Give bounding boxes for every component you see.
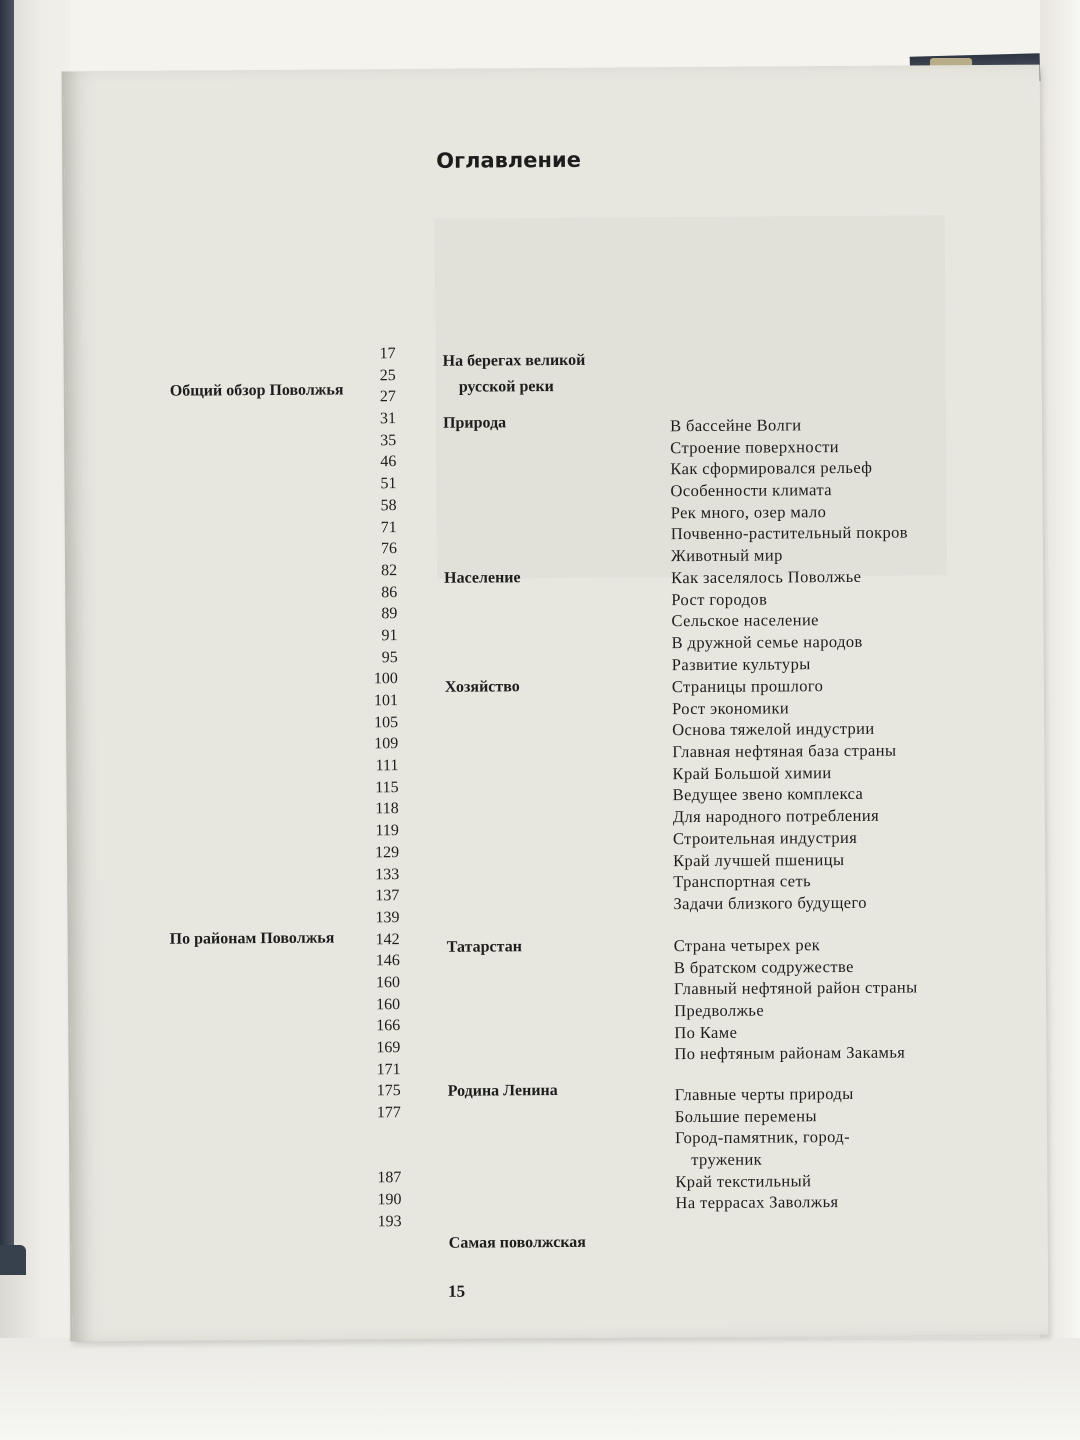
part-heading-overview: Общий обзор Поволжья	[169, 381, 344, 400]
section-heading-last: Самая поволжская	[448, 1233, 586, 1252]
toc-entry: Город-памятник, город-	[674, 1127, 851, 1148]
economy-subsection-list	[672, 675, 898, 915]
lenin-subsection-list	[675, 1083, 855, 1214]
page-number: 76	[380, 540, 397, 558]
toc-entry: По Каме	[674, 1022, 738, 1042]
toc-entry: В дружной семье народов	[671, 631, 863, 653]
page-number: 17	[379, 345, 396, 363]
page-number: 95	[381, 648, 398, 666]
page-number: 115	[375, 778, 399, 797]
population-subsection-list	[671, 566, 863, 676]
page-number: 105	[374, 713, 399, 731]
toc-entry: Рост экономики	[671, 698, 790, 718]
page-number-column	[365, 343, 401, 1232]
part-heading-regions: По районам Поволжья	[169, 929, 335, 948]
page-number: 160	[376, 995, 401, 1013]
page-number: 177	[376, 1104, 401, 1122]
page-number: 129	[374, 843, 400, 862]
page-number: 137	[375, 887, 400, 905]
page-number: 160	[375, 974, 401, 992]
page-number: 101	[373, 692, 399, 710]
section-heading-intro-line2: русской реки	[458, 378, 554, 396]
page-title: Оглавление	[436, 147, 582, 173]
page-number: 169	[376, 1039, 401, 1057]
toc-entry: Главные черты природы	[674, 1083, 854, 1105]
toc-entry: Особенности климата	[670, 480, 833, 501]
toc-entry-continuation: труженик	[691, 1149, 763, 1170]
page-number: 100	[373, 670, 398, 688]
toc-entry: Животный мир	[670, 545, 783, 566]
toc-entry: Предволжье	[674, 1000, 765, 1021]
page-number: 190	[377, 1190, 402, 1209]
toc-entry: Почвенно-растительный покров	[670, 522, 909, 544]
section-heading-nature: Природа	[442, 414, 507, 432]
page-number: 82	[381, 561, 398, 580]
page-number: 31	[379, 410, 397, 428]
toc-entry: На террасах Заволжья	[675, 1192, 839, 1213]
page-number: 86	[381, 583, 398, 601]
page-number: 27	[379, 388, 396, 406]
toc-entry: Развитие культуры	[671, 653, 811, 674]
page-number-blank	[371, 1124, 401, 1146]
page-number: 109	[374, 735, 399, 753]
toc-entry: Край лучшей пшеницы	[673, 849, 845, 870]
section-heading-economy: Хозяйство	[444, 678, 520, 696]
page-number: 142	[375, 930, 400, 948]
page-number: 166	[376, 1017, 401, 1035]
toc-entry: В братском содружестве	[673, 956, 854, 977]
toc-entry: Как сформировался рельеф	[670, 458, 873, 479]
toc-entry: Для народного потребления	[672, 805, 880, 827]
page-number: 171	[376, 1060, 401, 1078]
toc-entry: Страницы прошлого	[671, 676, 824, 697]
toc-entry: Строительная индустрия	[672, 827, 858, 848]
toc-entry: Ведущее звено комплекса	[672, 784, 864, 805]
page-number: 146	[375, 952, 400, 970]
book-spine-corner	[0, 1245, 26, 1275]
page-number: 51	[380, 475, 397, 493]
toc-entry: В бассейне Волги	[670, 415, 802, 436]
page-number: 111	[375, 757, 399, 775]
toc-entry: Задачи близкого будущего	[673, 892, 867, 914]
book-spine	[0, 0, 14, 1270]
page-number: 118	[375, 800, 399, 818]
toc-entry: Основа тяжелой индустрии	[672, 719, 875, 740]
page-number-blank	[371, 1146, 401, 1168]
section-heading-lenin: Родина Ленина	[447, 1081, 558, 1100]
page-number: 119	[375, 822, 399, 840]
section-heading-population: Население	[444, 569, 521, 587]
toc-entry: Страна четырех рек	[673, 935, 821, 956]
toc-entry: Сельское население	[671, 610, 819, 631]
page-folio-number: 15	[448, 1281, 466, 1301]
page-number: 89	[381, 605, 398, 623]
page-number: 133	[375, 865, 400, 883]
page-number: 91	[381, 627, 398, 645]
page-number: 25	[379, 366, 396, 384]
toc-entry: Рост городов	[671, 589, 768, 609]
page-number: 193	[377, 1212, 402, 1230]
page-number: 35	[380, 431, 397, 449]
toc-entry: Транспортная сеть	[673, 871, 812, 892]
toc-entry: Главный нефтяной район страны	[673, 977, 918, 999]
section-heading-tatarstan: Татарстан	[446, 938, 522, 956]
toc-entry: Как заселялось Поволжье	[671, 566, 862, 588]
toc-entry: Главная нефтяная база страны	[672, 740, 897, 762]
bottom-surface	[0, 1338, 1080, 1440]
page-number: 187	[377, 1169, 402, 1187]
section-heading-intro-line1: На берегах великой	[442, 351, 586, 370]
page-number: 139	[375, 908, 400, 927]
page-number: 175	[376, 1082, 401, 1100]
toc-entry: Край Большой химии	[672, 762, 832, 783]
page-number: 71	[380, 518, 397, 536]
toc-entry: Край текстильный	[675, 1170, 812, 1191]
tatarstan-subsection-list	[674, 933, 919, 1065]
page-number: 46	[380, 453, 397, 471]
toc-entry: Рек много, озер мало	[670, 501, 827, 522]
page-number: 58	[380, 496, 397, 515]
toc-entry: Большие перемены	[674, 1105, 818, 1126]
nature-subsection-list	[670, 414, 908, 567]
toc-entry: Строение поверхности	[670, 436, 840, 457]
book-page	[62, 65, 1049, 1342]
toc-entry: По нефтяным районам Закамья	[674, 1043, 906, 1064]
